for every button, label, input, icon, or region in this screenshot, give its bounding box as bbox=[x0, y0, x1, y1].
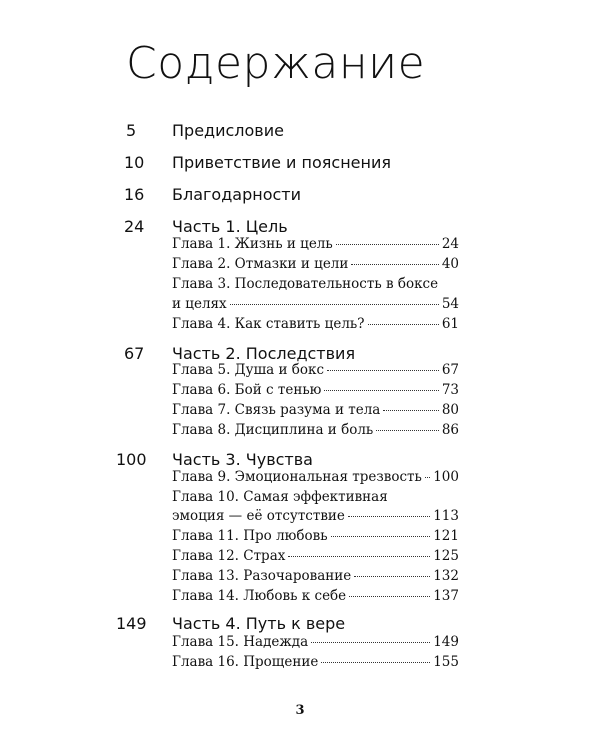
chapter-label: Глава 7. Связь разума и тела bbox=[172, 402, 381, 418]
toc-chapter-15 bbox=[172, 634, 459, 654]
chapter-label: Глава 1. Жизнь и цель bbox=[172, 236, 333, 252]
chapter-page: 61 bbox=[441, 316, 459, 332]
chapter-label: Глава 6. Бой с тенью bbox=[172, 382, 322, 398]
chapter-page: 132 bbox=[433, 568, 459, 584]
toc-chapter-16 bbox=[172, 654, 459, 674]
chapter-label: Глава 11. Про любовь bbox=[172, 528, 328, 544]
toc-chapter-10-line1: Глава 10. Самая эффективная bbox=[172, 489, 388, 505]
dot-leader bbox=[354, 576, 430, 577]
dot-leader bbox=[368, 324, 439, 325]
page-title: Содержание bbox=[126, 38, 426, 89]
chapter-label: эмоция — её отсутствие bbox=[172, 508, 345, 524]
part-label: Часть 1. Цель bbox=[172, 217, 288, 236]
dot-leader bbox=[336, 244, 439, 245]
chapter-page: 113 bbox=[433, 508, 459, 524]
dot-leader bbox=[349, 596, 430, 597]
dot-leader bbox=[331, 536, 431, 537]
part-page: 100 bbox=[116, 450, 147, 469]
chapter-page: 24 bbox=[441, 236, 459, 252]
toc-chapter-7 bbox=[172, 402, 459, 422]
dot-leader bbox=[288, 556, 430, 557]
chapter-page: 86 bbox=[441, 422, 459, 438]
chapter-label: Глава 4. Как ставить цель? bbox=[172, 316, 365, 332]
entry-label: Приветствие и пояснения bbox=[172, 153, 391, 172]
chapter-label: Глава 2. Отмазки и цели bbox=[172, 256, 349, 272]
toc-chapter-2 bbox=[172, 256, 459, 276]
dot-leader bbox=[230, 304, 439, 305]
chapter-label: Глава 16. Прощение bbox=[172, 654, 319, 670]
toc-chapter-8 bbox=[172, 422, 459, 442]
toc-chapter-6 bbox=[172, 382, 459, 402]
dot-leader bbox=[324, 390, 438, 391]
chapter-page: 80 bbox=[441, 402, 459, 418]
part-page: 149 bbox=[116, 614, 147, 633]
toc-chapter-1 bbox=[172, 236, 459, 256]
chapter-page: 125 bbox=[433, 548, 459, 564]
chapter-page: 137 bbox=[433, 588, 459, 604]
toc-chapter-11 bbox=[172, 528, 459, 548]
chapter-page: 100 bbox=[433, 469, 459, 485]
chapter-label: Глава 13. Разочарование bbox=[172, 568, 352, 584]
entry-label: Предисловие bbox=[172, 121, 284, 140]
dot-leader bbox=[376, 430, 439, 431]
toc-chapter-9 bbox=[172, 469, 459, 489]
chapter-page: 40 bbox=[441, 256, 459, 272]
dot-leader bbox=[348, 516, 430, 517]
chapter-page: 54 bbox=[441, 296, 459, 312]
chapter-label: Глава 15. Надежда bbox=[172, 634, 309, 650]
toc-chapter-12 bbox=[172, 548, 459, 568]
chapter-label: Глава 5. Душа и бокс bbox=[172, 362, 325, 378]
part-label: Часть 3. Чувства bbox=[172, 450, 313, 469]
entry-page: 5 bbox=[126, 121, 137, 140]
part-label: Часть 4. Путь к вере bbox=[172, 614, 346, 633]
dot-leader bbox=[351, 264, 438, 265]
toc-chapter-13 bbox=[172, 568, 459, 588]
dot-leader bbox=[311, 642, 430, 643]
chapter-page: 67 bbox=[441, 362, 459, 378]
part-page: 24 bbox=[124, 217, 145, 236]
toc-chapter-5 bbox=[172, 362, 459, 382]
entry-page: 10 bbox=[124, 153, 145, 172]
entry-label: Благодарности bbox=[172, 185, 301, 204]
chapter-label: и целях bbox=[172, 296, 227, 312]
toc-chapter-14 bbox=[172, 588, 459, 608]
dot-leader bbox=[321, 662, 430, 663]
part-page: 67 bbox=[124, 344, 145, 363]
toc-chapter-4 bbox=[172, 316, 459, 336]
chapter-label: Глава 12. Страх bbox=[172, 548, 286, 564]
toc-chapter-10 bbox=[172, 508, 459, 528]
dot-leader bbox=[383, 410, 438, 411]
chapter-label: Глава 14. Любовь к себе bbox=[172, 588, 347, 604]
chapter-label: Глава 8. Дисциплина и боль bbox=[172, 422, 374, 438]
chapter-page: 155 bbox=[433, 654, 459, 670]
chapter-page: 121 bbox=[433, 528, 459, 544]
dot-leader bbox=[327, 370, 439, 371]
toc-chapter-3-line1: Глава 3. Последовательность в боксе bbox=[172, 276, 439, 292]
toc-chapter-3 bbox=[172, 296, 459, 316]
chapter-page: 73 bbox=[441, 382, 459, 398]
entry-page: 16 bbox=[124, 185, 145, 204]
dot-leader bbox=[425, 477, 430, 478]
part-label: Часть 2. Последствия bbox=[172, 344, 356, 363]
page-number: 3 bbox=[295, 703, 305, 718]
chapter-label: Глава 9. Эмоциональная трезвость bbox=[172, 469, 422, 485]
chapter-page: 149 bbox=[433, 634, 459, 650]
